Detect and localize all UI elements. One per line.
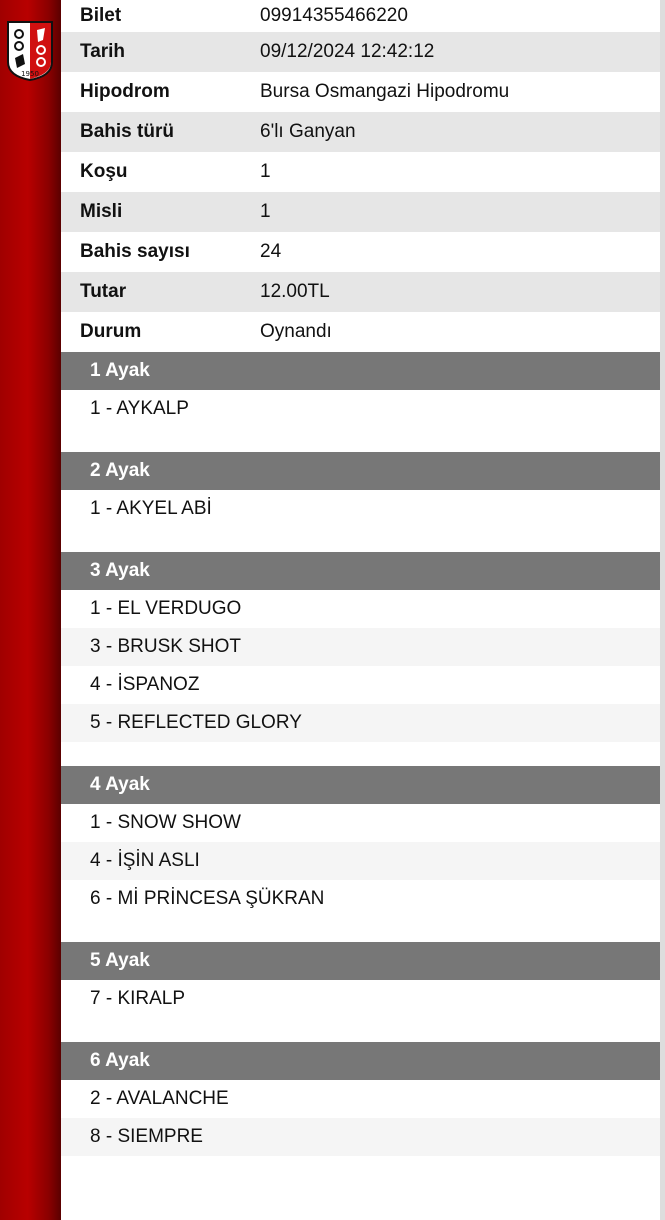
info-value: 6'lı Ganyan — [260, 121, 356, 142]
info-row — [61, 32, 660, 72]
info-value: 1 — [260, 201, 271, 222]
horse-item: 1 - SNOW SHOW — [90, 812, 241, 833]
info-label: Tarih — [80, 41, 126, 62]
info-row — [61, 72, 660, 112]
info-row — [61, 232, 660, 272]
horse-list — [61, 1080, 660, 1180]
horse-item: 1 - AKYEL ABİ — [90, 498, 212, 519]
horse-list — [61, 804, 660, 942]
legs-section — [61, 352, 660, 1180]
info-value: 1 — [260, 161, 271, 182]
info-label: Bahis sayısı — [80, 241, 190, 262]
horse-item: 4 - İSPANOZ — [90, 674, 200, 695]
club-logo-icon — [5, 18, 55, 82]
leg-header: 6 Ayak — [61, 1042, 660, 1080]
info-label: Bilet — [80, 5, 122, 26]
info-value: 09914355466220 — [260, 5, 408, 26]
horse-list — [61, 390, 660, 452]
info-row — [61, 0, 660, 32]
info-value: Oynandı — [260, 321, 332, 342]
horse-item: 5 - REFLECTED GLORY — [61, 704, 660, 742]
info-label: Tutar — [80, 281, 127, 302]
info-label: Koşu — [80, 161, 128, 182]
info-label: Bahis türü — [80, 121, 174, 142]
info-row — [61, 312, 660, 352]
logo-year: 1950 — [21, 70, 39, 78]
sidebar — [0, 0, 61, 1220]
horse-item: 7 - KIRALP — [90, 988, 186, 1009]
info-row — [61, 112, 660, 152]
leg-header: 2 Ayak — [61, 452, 660, 490]
horse-item: 6 - Mİ PRİNCESA ŞÜKRAN — [90, 888, 325, 909]
info-value: 24 — [260, 241, 282, 262]
scroll-edge — [660, 0, 665, 1220]
ticket-detail — [61, 0, 660, 1220]
horse-item: 1 - EL VERDUGO — [90, 598, 242, 619]
horse-list — [61, 490, 660, 552]
horse-item: 1 - AYKALP — [90, 398, 189, 419]
info-value: 09/12/2024 12:42:12 — [260, 41, 435, 62]
horse-item: 2 - AVALANCHE — [90, 1088, 229, 1109]
leg-header: 1 Ayak — [61, 352, 660, 390]
info-value: 12.00TL — [260, 281, 330, 302]
leg-header: 5 Ayak — [61, 942, 660, 980]
info-label: Misli — [80, 201, 123, 222]
leg-header: 3 Ayak — [61, 552, 660, 590]
horse-list — [61, 590, 660, 766]
horse-item: 3 - BRUSK SHOT — [61, 628, 660, 666]
info-label: Durum — [80, 321, 142, 342]
leg-header: 4 Ayak — [61, 766, 660, 804]
info-row — [61, 152, 660, 192]
horse-list — [61, 980, 660, 1042]
ticket-info-table — [61, 0, 660, 352]
info-label: Hipodrom — [80, 81, 170, 102]
horse-item: 8 - SIEMPRE — [61, 1118, 660, 1156]
info-row — [61, 192, 660, 232]
info-value: Bursa Osmangazi Hipodromu — [260, 81, 510, 102]
horse-item: 4 - İŞİN ASLI — [61, 842, 660, 880]
info-row — [61, 272, 660, 312]
